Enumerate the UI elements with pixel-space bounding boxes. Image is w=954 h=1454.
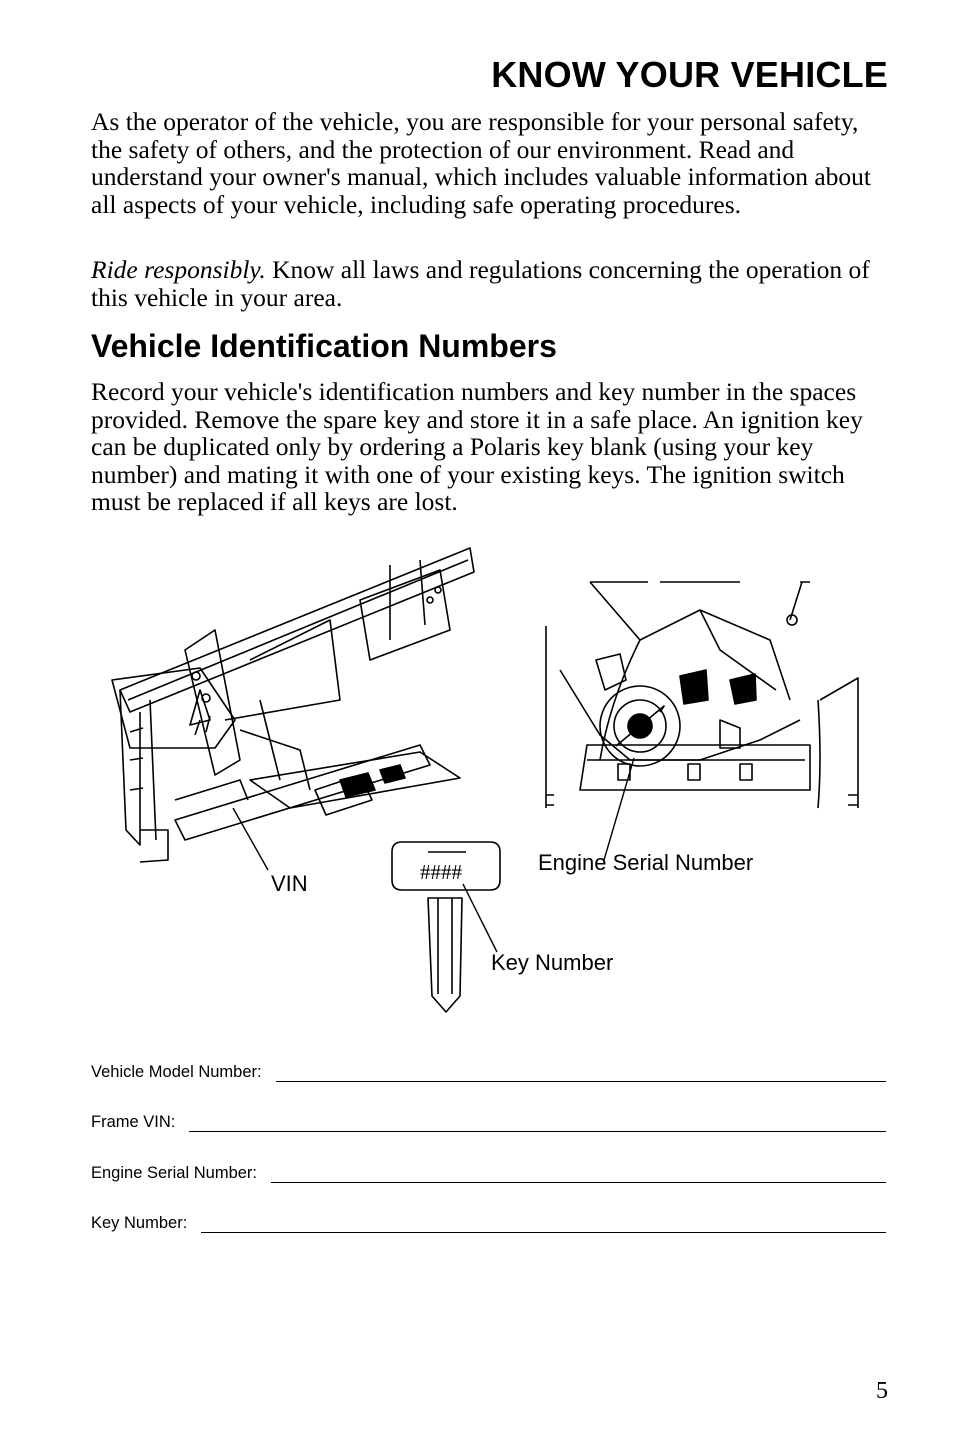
ride-emphasis: Ride responsibly. [91,255,266,284]
vehicle-model-field [91,1063,886,1082]
section-heading: Vehicle Identification Numbers [91,328,557,364]
page-title: KNOW YOUR VEHICLE [491,54,888,95]
key-number-line [201,1218,886,1233]
engine-drawing [546,582,858,808]
frame-drawing [112,548,474,862]
vehicle-model-label: Vehicle Model Number: [91,1063,262,1081]
ride-text: Know all laws and regulations concerning the operation of this vehicle in your area. [91,255,870,312]
engine-serial-field-label: Engine Serial Number: [91,1164,257,1182]
key-number-field-label: Key Number: [91,1214,188,1232]
vehicle-model-line [276,1067,886,1082]
key-number-field [91,1214,886,1233]
intro-paragraph: As the operator of the vehicle, you are responsible for your personal safety, the safety of others, and the protection of our environment. Read and understand your owner's manual, which includes valuable information about all aspects of your vehicle, including safe operating procedures. [91,107,872,219]
page-number: 5 [876,1378,888,1404]
engine-serial-label: Engine Serial Number [538,850,754,875]
engine-serial-line [271,1168,886,1183]
vin-paragraph: Record your vehicle's identification numbers and key number in the spaces provided. Remove the spare key and store it in a safe place. An ignition key can be duplicated only by ordering a Polaris key blank (using your key number) and mating it with one of your existing keys. The ignition switch must be replaced if all keys are lost. [91,377,863,517]
frame-vin-field [91,1113,886,1132]
key-code: #### [420,860,462,884]
frame-vin-label: Frame VIN: [91,1113,176,1131]
key-number-label: Key Number [491,950,614,975]
engine-serial-field [91,1164,886,1183]
vin-label: VIN [271,871,308,896]
frame-vin-line [189,1117,886,1132]
